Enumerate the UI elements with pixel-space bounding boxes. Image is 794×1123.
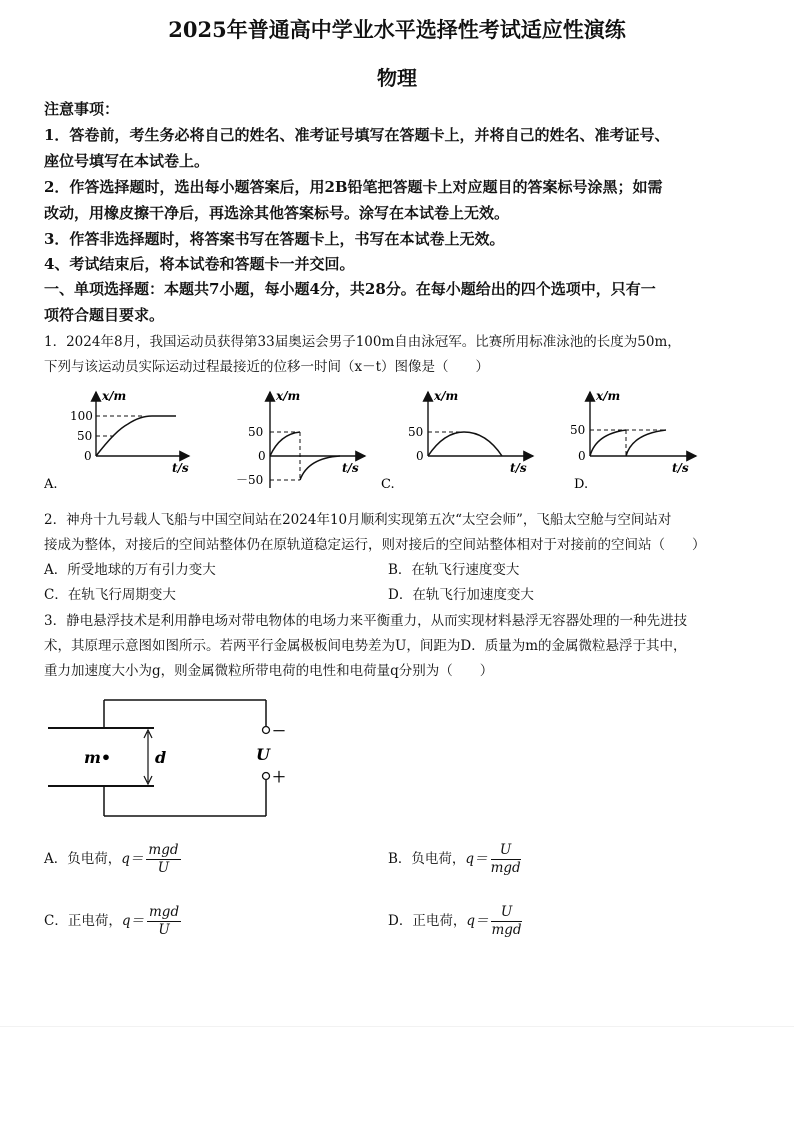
- x-axis-label: t/s: [342, 461, 359, 475]
- section-heading-line-1: 一、单项选择题：本题共7小题，每小题4分，共28分。在每小题给出的四个选项中，只有一: [44, 280, 656, 298]
- option-text: D．正电荷，: [388, 913, 467, 929]
- tick-50: 50: [77, 429, 93, 443]
- notice-line-1b: 座位号填写在本试卷上。: [44, 152, 210, 170]
- q3-option-a[interactable]: [44, 842, 181, 877]
- q3-option-c[interactable]: [44, 904, 181, 939]
- fraction: [491, 904, 521, 939]
- section-heading-line-2: 项符合题目要求。: [44, 306, 165, 324]
- numerator: U: [491, 904, 521, 922]
- q3-stem-line-1: 3．静电悬浮技术是利用静电场对带电物体的电场力来平衡重力，从而实现材料悬浮无容器处理的一种先进技: [44, 613, 688, 629]
- distance-label: d: [155, 748, 167, 767]
- numerator: U: [491, 842, 521, 860]
- xt-curve-first: [590, 430, 626, 456]
- notice-line-3: 3．作答非选择题时，将答案书写在答题卡上，书写在本试卷上无效。: [44, 230, 505, 248]
- tick-100: 100: [70, 409, 93, 423]
- origin-label: 0: [258, 449, 266, 463]
- mass-label: m•: [84, 748, 112, 767]
- option-letter-d: D.: [574, 477, 589, 492]
- minus-sign: －: [272, 724, 286, 740]
- xt-curve: [96, 416, 176, 456]
- q1-graph-a: [44, 388, 194, 496]
- x-axis-label: t/s: [510, 461, 527, 475]
- xt-curve-return: [300, 456, 340, 480]
- origin-label: 0: [416, 449, 424, 463]
- y-axis-label: x/m: [276, 389, 301, 403]
- q-symbol: q＝: [121, 851, 144, 867]
- fraction: [146, 842, 180, 877]
- option-text: C．正电荷，: [44, 913, 122, 929]
- q2-stem-line-2: 接成为整体，对接后的空间站整体仍在原轨道稳定运行，则对接后的空间站整体相对于对接前的空间站（ ）: [44, 537, 706, 553]
- y-axis-label: x/m: [434, 389, 459, 403]
- tick-50: 50: [248, 425, 264, 439]
- numerator: mgd: [149, 904, 180, 920]
- q1-stem-line-1: 1．2024年8月，我国运动员获得第33届奥运会男子100m自由泳冠军。比赛所用标准泳池的长度为50m，: [44, 334, 681, 350]
- q1-graph-c: [378, 388, 538, 496]
- terminal-negative: [263, 727, 270, 734]
- q3-stem-line-3: 重力加速度大小为g，则金属微粒所带电荷的电性和电荷量q分别为（ ）: [44, 663, 494, 679]
- q2-option-d[interactable]: D．在轨飞行加速度变大: [388, 587, 534, 603]
- xt-curve-second: [626, 430, 666, 456]
- fraction: [147, 904, 181, 939]
- plus-sign: ＋: [272, 770, 286, 786]
- denominator: mgd: [490, 860, 521, 876]
- q1-graph-d: [556, 388, 706, 496]
- q2-stem-line-1: 2．神舟十九号载人飞船与中国空间站在2024年10月顺利实现第五次“太空会师”，飞船太空舱与空间站对: [44, 512, 672, 528]
- q3-option-b[interactable]: [388, 842, 521, 877]
- terminal-positive: [263, 773, 270, 780]
- x-axis-label: t/s: [672, 461, 689, 475]
- q-symbol: q＝: [465, 851, 488, 867]
- q2-option-b[interactable]: B．在轨飞行速度变大: [388, 562, 520, 578]
- denominator: U: [158, 922, 170, 938]
- option-text: A．负电荷，: [44, 851, 122, 867]
- tick-50: 50: [570, 423, 586, 437]
- page-divider: [0, 1026, 794, 1027]
- capacitor-diagram: [44, 692, 294, 824]
- denominator: U: [157, 860, 170, 876]
- q-symbol: q＝: [466, 913, 489, 929]
- origin-label: 0: [84, 449, 92, 463]
- notice-line-1: 1．答卷前，考生务必将自己的姓名、准考证号填写在答题卡上，并将自己的姓名、准考证号、: [44, 126, 670, 144]
- q3-stem-line-2: 术，其原理示意图如图所示。若两平行金属极板间电势差为U，间距为D．质量为m的金属微粒悬浮于其中，: [44, 638, 687, 654]
- option-text: B．负电荷，: [388, 851, 466, 867]
- option-letter-c: C.: [381, 477, 395, 492]
- notice-line-2b: 改动，用橡皮擦干净后，再选涂其他答案标号。涂写在本试卷上无效。: [44, 204, 510, 222]
- notice-line-2: 2．作答选择题时，选出每小题答案后，用2B铅笔把答题卡上对应题目的答案标号涂黑；如需: [44, 178, 663, 196]
- x-axis-label: t/s: [172, 461, 189, 475]
- notice-heading: 注意事项：: [44, 100, 120, 118]
- xt-curve-rise: [270, 432, 300, 456]
- tick-50: 50: [408, 425, 424, 439]
- y-axis-label: x/m: [102, 389, 127, 403]
- notice-line-4: 4、考试结束后，将本试卷和答题卡一并交回。: [44, 255, 355, 273]
- q-symbol: q＝: [121, 913, 144, 929]
- xt-curve: [428, 432, 502, 456]
- subject-title: 物理: [377, 66, 417, 90]
- y-axis-label: x/m: [596, 389, 621, 403]
- numerator: mgd: [148, 842, 179, 858]
- fraction: [491, 842, 521, 877]
- q1-stem-line-2: 下列与该运动员实际运动过程最接近的位移一时间（x－t）图像是（ ）: [44, 359, 490, 375]
- tick-minus-50: －50: [236, 473, 264, 487]
- denominator: mgd: [491, 922, 522, 938]
- q1-graph-b: [230, 388, 370, 496]
- q3-option-d[interactable]: [388, 904, 522, 939]
- option-letter-a: A.: [44, 477, 58, 492]
- q2-option-a[interactable]: A．所受地球的万有引力变大: [44, 562, 216, 578]
- exam-title: 2025年普通高中学业水平选择性考试适应性演练: [168, 17, 626, 42]
- q2-option-c[interactable]: C．在轨飞行周期变大: [44, 587, 176, 603]
- voltage-label: U: [256, 745, 270, 764]
- origin-label: 0: [578, 449, 586, 463]
